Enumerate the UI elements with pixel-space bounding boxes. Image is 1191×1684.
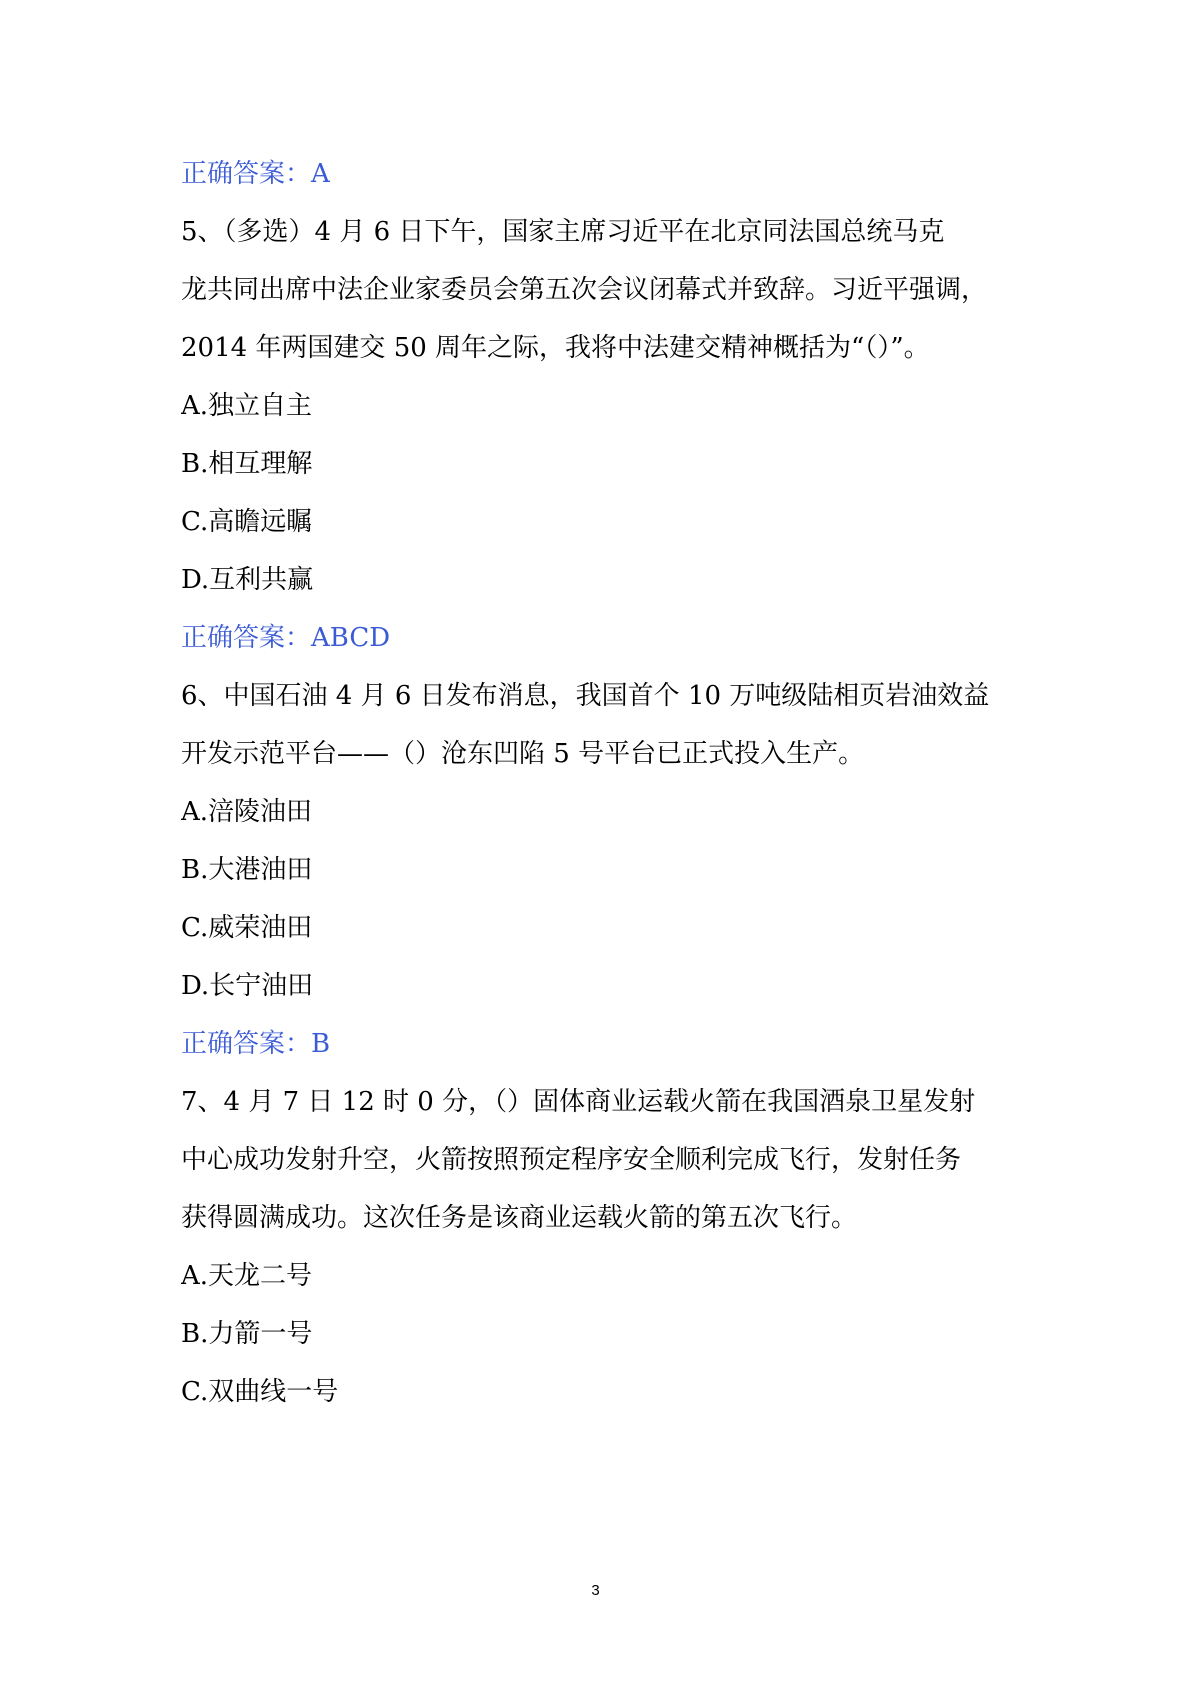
question-6-line-2: 开发示范平台——（）沧东凹陷 5 号平台已正式投入生产。	[181, 739, 865, 769]
question-5-line-2: 龙共同出席中法企业家委员会第五次会议闭幕式并致辞。习近平强调，	[181, 275, 988, 305]
question-5-option-b: B.相互理解	[181, 449, 313, 479]
answer-label: 正确答案：	[181, 1029, 312, 1059]
question-5-option-d: D.互利共赢	[181, 565, 314, 595]
question-7-line-1: 7、4 月 7 日 12 时 0 分，（）固体商业运载火箭在我国酒泉卫星发射	[181, 1087, 976, 1117]
question-5-line-1: 5、（多选）4 月 6 日下午，国家主席习近平在北京同法国总统马克	[181, 217, 945, 247]
answer-value: B	[311, 1029, 331, 1059]
question-5-option-a: A.独立自主	[181, 391, 313, 421]
answer-label: 正确答案：	[181, 159, 312, 189]
question-6-option-b: B.大港油田	[181, 855, 313, 885]
answer-4	[181, 154, 1021, 194]
question-5-option-c: C.高瞻远瞩	[181, 507, 313, 537]
question-6-option-d: D.长宁油田	[181, 971, 314, 1001]
question-7-line-3: 获得圆满成功。这次任务是该商业运载火箭的第五次飞行。	[181, 1203, 858, 1233]
answer-value: ABCD	[311, 623, 391, 653]
question-7-option-c: C.双曲线一号	[181, 1377, 339, 1407]
question-6-option-a: A.涪陵油田	[181, 797, 313, 827]
question-7-option-b: B.力箭一号	[181, 1319, 313, 1349]
question-7-option-a: A.天龙二号	[181, 1261, 313, 1291]
answer-value: A	[311, 159, 330, 189]
answer-label: 正确答案：	[181, 623, 312, 653]
question-5-line-3: 2014 年两国建交 50 周年之际，我将中法建交精神概括为“（）”。	[181, 333, 930, 363]
question-6-option-c: C.威荣油田	[181, 913, 313, 943]
question-6-line-1: 6、中国石油 4 月 6 日发布消息，我国首个 10 万吨级陆相页岩油效益	[181, 681, 990, 711]
page-number: 3	[591, 1582, 600, 1599]
question-7-line-2: 中心成功发射升空，火箭按照预定程序安全顺利完成飞行，发射任务	[181, 1145, 962, 1175]
answer-6	[181, 1024, 1021, 1064]
answer-5	[181, 618, 1021, 658]
